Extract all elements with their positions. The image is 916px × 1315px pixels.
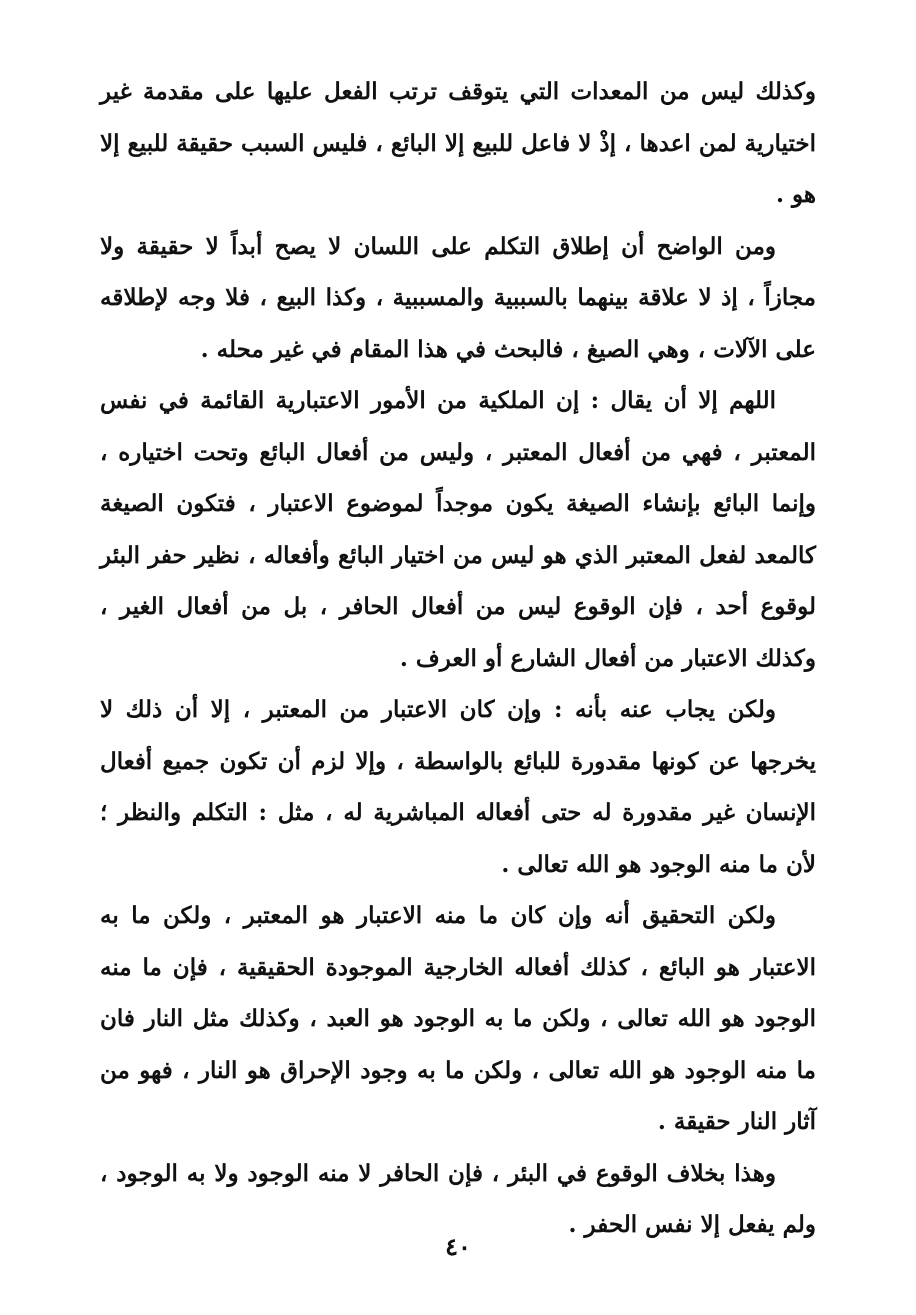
page-number: ٤٠: [445, 1232, 471, 1261]
paragraph-6: وهذا بخلاف الوقوع في البئر ، فإن الحافر لا منه الوجود ولا به الوجود ، ولم يفعل إلا نفس الحفر .: [100, 1159, 816, 1238]
body-text: [100, 66, 816, 1251]
paragraph-1: وكذلك ليس من المعدات التي يتوقف ترتب الفعل عليها على مقدمة غير اختيارية لمن اعدها ، إذْ لا فاعل للبيع إلا البائع ، فليس السبب حقيقة للبيع إلا هو .: [100, 78, 816, 208]
paragraph-5: ولكن التحقيق أنه وإن كان ما منه الاعتبار هو المعتبر ، ولكن ما به الاعتبار هو البائع ، كذلك أفعاله الخارجية الموجودة الحقيقية ، فإن ما منه الوجود هو الله تعالى ، ولكن ما به الوجود هو العبد ، وكذلك مثل النار فان ما منه الوجود هو الله تعالى ، ولكن ما به وجود الإحراق هو النار ، فهو من آثار النار حقيقة .: [100, 902, 816, 1135]
paragraph-2: ومن الواضح أن إطلاق التكلم على اللسان لا يصح أبداً لا حقيقة ولا مجازاً ، إذ لا علاقة بينهما بالسببية والمسببية ، وكذا البيع ، فلا وجه لإطلاقه على الآلات ، وهي الصيغ ، فالبحث في هذا المقام في غير محله .: [100, 232, 816, 363]
paragraph-4: ولكن يجاب عنه بأنه : وإن كان الاعتبار من المعتبر ، إلا أن ذلك لا يخرجها عن كونها مقدورة للبائع بالواسطة ، وإلا لزم أن تكون جميع أفعال الإنسان غير مقدورة له حتى أفعاله المباشرية له ، مثل : التكلم والنظر ؛ لأن ما منه الوجود هو الله تعالى .: [100, 696, 816, 878]
paragraph-3: اللهم إلا أن يقال : إن الملكية من الأمور الاعتبارية القائمة في نفس المعتبر ، فهي من أفعال المعتبر ، وليس من أفعال البائع وتحت اختياره ، وإنما البائع بإنشاء الصيغة يكون موجداً لموضوع الاعتبار ، فتكون الصيغة كالمعد لفعل المعتبر الذي هو ليس من اختيار البائع وأفعاله ، نظير حفر البئر لوقوع أحد ، فإن الوقوع ليس من أفعال الحافر ، بل من أفعال الغير ، وكذلك الاعتبار من أفعال الشارع أو العرف .: [100, 387, 816, 672]
